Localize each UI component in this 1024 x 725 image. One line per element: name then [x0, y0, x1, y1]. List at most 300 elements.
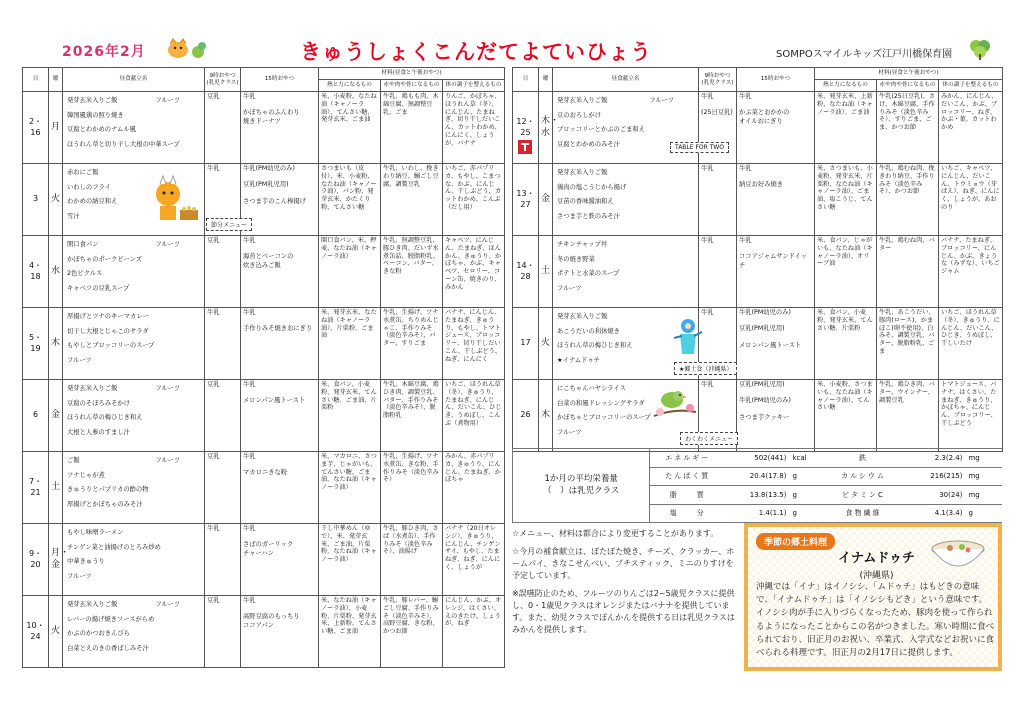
menu-row: [23, 596, 505, 668]
nutrient-label: 塩 分: [650, 504, 725, 523]
table-for-two-label: TABLE FOR TWO: [670, 142, 729, 153]
row-mat-body: 牛乳、鶏むね肉、挽きわり納豆、手作りみそ（淡色辛みそ）、かつお節: [877, 164, 939, 236]
col-mat2: 赤や肉や骨になるもの: [381, 80, 443, 92]
menu-row: [513, 92, 1003, 164]
snack15-text: 牛乳 納豆お好み焼き: [739, 165, 784, 189]
dish-name: [67, 573, 202, 581]
school-logo-icon: [968, 36, 992, 60]
row-menu: [63, 524, 205, 596]
row-snack9: [205, 596, 241, 668]
row-dow: 木: [539, 380, 553, 452]
dish-label: かぶのかつおきんぴら: [67, 630, 130, 638]
row-mat-energy: 米、食パン、小麦粉、発芽玄米、てんさい糖、片栗粉: [815, 308, 877, 380]
dish-label: フルーツ: [557, 428, 582, 436]
dish-name: [67, 313, 202, 321]
row-dow: 火: [539, 308, 553, 380]
dish-label: 中華きゅうり: [67, 558, 105, 566]
dish-fruit: フルーツ: [155, 601, 180, 608]
row-snack15: [737, 380, 815, 452]
month-title: 2026年2月: [62, 44, 146, 60]
dish-label: もやしとブロッコリーのスープ: [67, 342, 155, 350]
dish-name: [67, 385, 202, 393]
tiger-illustration-icon: [162, 36, 208, 62]
dish-label: 豆腐のそぼろみそかけ: [67, 399, 130, 407]
row-date: 4・18: [23, 236, 49, 308]
dish-label: ★イナムドゥチ: [557, 356, 600, 364]
dish-label: フルーツ: [67, 572, 92, 580]
row-snack9: [699, 164, 737, 236]
snack15-text: 牛乳 海苔とベーコンの 炊き込みご飯: [243, 237, 294, 269]
row-date: 12・25: [513, 92, 539, 164]
dish-name: [67, 270, 202, 278]
dish-label: あこうだいの利休焼き: [557, 327, 620, 335]
dish-fruit: フルーツ: [649, 97, 674, 104]
dish-label: 発芽玄米入りご飯: [67, 97, 118, 104]
snack9-text: 豆乳: [207, 93, 220, 100]
nutrient-label: エネルギー: [650, 449, 725, 468]
row-date: 10・24: [23, 596, 49, 668]
snack9-text: 牛乳: [701, 309, 714, 316]
dish-name: [67, 342, 202, 350]
col-mat3: 体の調子を整えるもの: [939, 80, 1003, 92]
dish-label: かぼちゃとブロッコリーのスープ: [557, 414, 651, 422]
menu-row: [23, 452, 505, 524]
dish-label: キャベツの豆乳スープ: [67, 284, 130, 292]
row-snack15: [241, 92, 319, 164]
row-date: 7・21: [23, 452, 49, 524]
row-menu: [63, 236, 205, 308]
snack15-text: 豆乳(PM乳児用) 牛乳(PM幼児のみ) さつま芋クッキー: [739, 381, 791, 421]
col-snack9: [205, 68, 241, 92]
row-snack15: [737, 164, 815, 236]
snack15-text: 牛乳(PM幼児のみ) 豆乳(PM乳児用) さつま芋のこん棒揚げ: [243, 165, 306, 205]
menu-row: [23, 380, 505, 452]
row-dow: 金: [539, 164, 553, 236]
dish-label: 豆のおろしがけ: [557, 111, 602, 119]
row-snack9: [205, 380, 241, 452]
dish-label: フルーツ: [67, 356, 92, 364]
dish-label: 鶏肉の塩こうじから揚げ: [557, 183, 627, 191]
col-date: 日: [513, 68, 539, 92]
dish-name: [67, 544, 202, 552]
snack15-text: 牛乳 さばのガーリック チャーハン: [243, 525, 294, 557]
dish-name: [67, 630, 202, 638]
dish-label: 白菜の和風ドレッシングサラダ: [557, 399, 645, 407]
dish-label: 発芽玄米入りご飯: [557, 313, 608, 320]
snack15-text: 牛乳 かぶ菜とおかかの オイルおにぎり: [739, 93, 790, 125]
col-snack9-label: 9時おやつ (乳児クラス): [206, 72, 239, 86]
dish-name: [67, 126, 202, 134]
row-mat-condition: りんご、かぼちゃ、ほうれん草（冬）、にんじん、たまねぎ、切り干しだいこん、カットわかめ、にんにく、しょうが、バナナ: [443, 92, 505, 164]
dish-name: [67, 457, 202, 465]
dish-label: 豆腐とわかめのみそ汁: [557, 140, 620, 148]
note-change: ☆メニュー、材料は都合により変更することがあります。: [512, 529, 719, 538]
menu-row: [513, 308, 1003, 380]
dish-name: [557, 270, 696, 278]
row-mat-body: 牛乳、無調整豆乳、豚ひき肉、だいず水煮缶詰、脱脂粉乳、ベーコン、バター、きな粉: [381, 236, 443, 308]
row-menu: [63, 92, 205, 164]
row-snack9: [205, 92, 241, 164]
row-menu: [553, 236, 699, 308]
row-snack15: [241, 380, 319, 452]
row-mat-energy: 米、さつまいも、小麦粉、発芽玄米、片栗粉、なたね油（キャノーラ油）、ごま油、塩こうじ、てんさい糖: [815, 164, 877, 236]
dish-name: [67, 486, 202, 494]
dish-label: ほうれん草と切り干し大根の中華スープ: [67, 140, 180, 148]
nutrient-value: 13.8(13.5): [725, 486, 789, 505]
dish-name: [557, 241, 696, 249]
nutrient-value: 1.4(1.1): [725, 504, 789, 523]
dish-name: [67, 97, 202, 105]
row-dow: 火: [49, 164, 63, 236]
row-date: 2・16: [23, 92, 49, 164]
row-snack15: [737, 236, 815, 308]
row-mat-energy: さつまいも（皮付）、米、小麦粉、なたね油（キャノーラ油）、パン粉、発芽玄米、かたくり粉、てんさい糖: [319, 164, 381, 236]
menu-row: [23, 92, 505, 164]
local-dish-box: [744, 523, 1002, 671]
col-mat1: 熱と力になるもの: [815, 80, 877, 92]
row-mat-body: 牛乳、木綿豆腐、鶏ひき肉、調製豆乳、バター、手作りみそ（淡色辛みそ）、脱脂粉乳: [381, 380, 443, 452]
dish-fruit: フルーツ: [155, 385, 180, 392]
dish-label: チキンチャップ丼: [557, 241, 608, 248]
dish-name: [67, 429, 202, 437]
row-snack9: [699, 236, 737, 308]
nutrient-label: ビタミンC: [826, 486, 901, 505]
dish-name: [67, 285, 202, 293]
menu-row: [23, 236, 505, 308]
nutrient-unit: g: [789, 467, 825, 486]
row-mat-body: 牛乳、豚ひき肉、さば（水煮缶）、手作りみそ（淡色辛みそ）、油揚げ: [381, 524, 443, 596]
dish-label: ツナじゃが煮: [67, 471, 105, 479]
row-dow: 月・金: [49, 524, 63, 596]
dish-label: 厚揚げとツナのキーマカレー: [67, 313, 149, 320]
row-date: 14・28: [513, 236, 539, 308]
dish-label: 豆苗の香味醤油和え: [557, 198, 614, 206]
dish-label: チンゲン菜と油揚げのとろみ炒め: [67, 543, 161, 551]
bird-plum-illustration-icon: [650, 378, 700, 424]
snack9-text: 豆乳: [207, 237, 220, 244]
dish-name: [67, 328, 202, 336]
menu-row: [513, 236, 1003, 308]
row-snack15: [241, 452, 319, 524]
row-mat-condition: みかん、赤パプリカ、きゅうり、にんじん、たまねぎ、かぼちゃ: [443, 452, 505, 524]
snack9-text: 牛乳 (25日豆乳): [701, 93, 733, 117]
snack9-text: 牛乳: [701, 381, 714, 388]
row-mat-body: 牛乳(25日豆乳)、さけ、木綿豆腐、手作りみそ（淡色辛みそ）、すりごま、ごま、かつお節: [877, 92, 939, 164]
snack9-text: 牛乳: [701, 165, 714, 172]
row-mat-body: 牛乳、生揚げ、ツナ水煮缶、きな粉、手作りみそ（淡色辛みそ）: [381, 452, 443, 524]
col-dow: 曜: [49, 68, 63, 92]
dish-name: [67, 112, 202, 120]
dish-name: [557, 429, 696, 437]
dish-label: わかめの納豆和え: [67, 198, 118, 206]
menu-table-right: [512, 67, 1003, 452]
snack9-text: 牛乳: [207, 525, 220, 532]
dish-label: 2色ピクルス: [67, 270, 103, 278]
snack9-text: 豆乳: [207, 381, 220, 388]
dish-label: ほうれん草の梅ひじき和え: [67, 414, 143, 422]
nutrient-unit: g: [789, 504, 825, 523]
nutrient-value: 20.4(17.8): [725, 467, 789, 486]
dish-name: [67, 414, 202, 422]
dish-label: さつま芋と麩のみそ汁: [557, 212, 620, 220]
row-menu: [63, 308, 205, 380]
row-snack15: [737, 308, 815, 380]
dish-name: [557, 112, 696, 120]
row-menu: [63, 596, 205, 668]
local-food-label: ★郷土食（沖縄県）: [674, 362, 737, 375]
dish-label: いわしのフライ: [67, 183, 111, 191]
snack15-text: 牛乳 かぼちゃのふんわり 焼きドーナツ: [243, 93, 300, 125]
row-date: 5・19: [23, 308, 49, 380]
dish-name: [67, 558, 202, 566]
local-dish-description: 沖縄では「イナ」はイノシシ、「ムドゥチ」はもどきの意味で、「イナムドゥチ」は「イノシシもどき」という意味です。イノシシ肉が手に入りづらくなったため、豚肉を使って作られるようになったことからこの名がつきました。寒い時期に食べられており、旧正月のお祝い、卒業式、入学式などお祝いに食べられる料理です。旧正月の2月17日に提供します。: [756, 582, 995, 658]
setsubun-menu-label: 節分メニュー: [206, 218, 252, 231]
nutrition-row: [513, 449, 1003, 468]
row-mat-condition: いちご、赤パプリカ、もやし、こまつな、かぶ、にんじん、干しぶどう、カットわかめ、こんぶ（だし用）: [443, 164, 505, 236]
row-dow: 土: [49, 452, 63, 524]
nutrient-value: 216(215): [901, 467, 965, 486]
nutrient-label: 脂 質: [650, 486, 725, 505]
dish-name: [557, 256, 696, 264]
col-date: 日: [23, 68, 49, 92]
snack9-text: 牛乳: [207, 165, 220, 172]
col-materials: 材料(昼食と午後おやつ): [815, 68, 1003, 80]
menu-row: [23, 524, 505, 596]
row-mat-condition: にんじん、かぶ、オレンジ、はくさい、えのきたけ、しょうが、ねぎ: [443, 596, 505, 668]
row-date: 3: [23, 164, 49, 236]
dish-name: [557, 198, 696, 206]
col-mat2: 赤や肉や骨になるもの: [877, 80, 939, 92]
dish-label: 開口食パン: [67, 241, 99, 248]
local-dish-tag: 季節の郷土料理: [756, 533, 835, 550]
nutrient-value: 4.1(3.4): [901, 504, 965, 523]
row-mat-condition: トマトジュース、バナナ、はくさい、たまねぎ、きゅうり、かぼちゃ、にんじん、ブロッコリー、干しぶどう: [939, 380, 1003, 452]
row-mat-energy: 干し中華めん（ゆで）、米、発芽玄米、ごま油、片栗粉、なたね油（キャノーラ油）: [319, 524, 381, 596]
dish-name: [557, 213, 696, 221]
snack9-text: 豆乳: [207, 453, 220, 460]
dish-fruit: フルーツ: [155, 457, 180, 464]
snack15-text: 牛乳 ココアジャムサンドイッチ: [739, 237, 808, 269]
row-mat-condition: いちご、キャベツ、にんじん、だいこん、トウミョウ（芽ばえ）、ねぎ、にんにく、しょうが、あおのり: [939, 164, 1003, 236]
dish-label: ポテトと水菜のスープ: [557, 270, 620, 278]
dish-label: 厚揚げとかぼちゃのみそ汁: [67, 500, 143, 508]
dish-name: [67, 400, 202, 408]
dish-label: 発芽玄米入りご飯: [557, 97, 608, 104]
nutrient-value: 502(441): [725, 449, 789, 468]
dish-label: 冬の焼き野菜: [557, 255, 595, 263]
dish-label: 白菜とえのきの香ばしみそ汁: [67, 644, 149, 652]
row-mat-body: 牛乳、いわし、挽きわり納豆、鰯ごし豆腐、調製豆乳: [381, 164, 443, 236]
row-mat-energy: 米、小麦粉、さつまいも、なたね油（キャノーラ油）、てんさい糖: [815, 380, 877, 452]
snack9-text: 牛乳: [207, 309, 220, 316]
dish-label: ご飯: [67, 457, 80, 464]
col-snack9-label: 9時おやつ (乳児クラス): [701, 72, 734, 86]
nutrient-value: 30(24): [901, 486, 965, 505]
row-dow: 木・水: [539, 92, 553, 164]
oni-illustration-icon: [150, 172, 202, 226]
row-mat-energy: 米、食パン、じゃがいも、なたね油（キャノーラ油）、オリーブ油: [815, 236, 877, 308]
row-mat-body: 牛乳、鶏むね肉、バター: [877, 236, 939, 308]
nutrition-title: [513, 449, 650, 523]
row-date: 6: [23, 380, 49, 452]
nutrient-value: 2.3(2.4): [901, 449, 965, 468]
col-mat3: 体の調子を整えるもの: [443, 80, 505, 92]
row-dow: 金: [49, 380, 63, 452]
snack15-text: 牛乳 高野豆腐のもっちり ココアパン: [243, 597, 300, 629]
row-mat-energy: 米、発芽玄米、上新粉、なたね油（キャノーラ油）、ごま油: [815, 92, 877, 164]
row-date: 26: [513, 380, 539, 452]
row-mat-body: 牛乳、豚レバー、鰯ごし豆腐、手作りみそ（淡色辛みそ）、高野豆腐、きな粉、かつお節: [381, 596, 443, 668]
dish-name: [557, 97, 696, 105]
row-snack15: [241, 308, 319, 380]
dish-label: ほうれん草の梅ひじき和え: [557, 342, 633, 350]
row-mat-condition: いちご、ほうれん草（冬）、きゅうり、にんじん、だいこん、ひじき、うめぼし、干しいたけ: [939, 308, 1003, 380]
dish-label: 豆腐とわかめのナムル風: [67, 126, 136, 134]
row-snack9: [205, 308, 241, 380]
page-title: きゅうしょくこんだてよていひょう: [300, 40, 652, 64]
dish-name: [67, 472, 202, 480]
row-mat-energy: 米、発芽玄米、なたね油（キャノーラ油）、片栗粉、ごま油: [319, 308, 381, 380]
row-snack15: [241, 596, 319, 668]
eisa-dancer-illustration-icon: [668, 316, 708, 360]
dish-name: [557, 126, 696, 134]
row-snack15: [737, 92, 815, 164]
dish-name: [67, 501, 202, 509]
row-mat-body: 牛乳、あこうだい、豚肉(ロース)、かまぼこ(卵不使用)、白みそ、調製豆乳、バター、脱脂粉乳、ごま: [877, 308, 939, 380]
school-name: SOMPOスマイルキッズ江戸川橋保育園: [776, 49, 953, 60]
nutrient-unit: g: [965, 504, 1002, 523]
dish-label: 大根と人参のすまし汁: [67, 428, 130, 436]
dish-name: [67, 645, 202, 653]
dish-label: 韓国風鶏の照り焼き: [67, 111, 124, 119]
soup-bowl-icon: [928, 533, 988, 577]
row-snack9: [205, 524, 241, 596]
menu-row: [23, 308, 505, 380]
dish-label: もやし味噌ラーメン: [67, 529, 124, 536]
col-snack15: 15時おやつ: [737, 68, 815, 92]
row-mat-condition: バナナ（20日オレンジ）、きゅうり、にんじん、チンゲンサイ、もやし、たまねぎ、ねぎ、にんにく、しょうが: [443, 524, 505, 596]
dish-label: 発芽玄米入りご飯: [67, 385, 118, 392]
row-mat-body: 牛乳、鶏ひき肉、バター、ウインナー、調製豆乳: [877, 380, 939, 452]
dish-label: 発芽玄米入りご飯: [67, 601, 118, 608]
row-date: 13・27: [513, 164, 539, 236]
nutrient-label: 鉄: [826, 449, 901, 468]
row-mat-condition: みかん、にんじん、だいこん、かぶ、ブロッコリー、ねぎ、かぶ・葉、カットわかめ: [939, 92, 1003, 164]
dish-label: きゅうりとパプリカの酢の物: [67, 486, 149, 494]
nutrient-unit: kcal: [789, 449, 825, 468]
dish-name: [67, 616, 202, 624]
dish-name: [67, 141, 202, 149]
row-mat-condition: いちご、ほうれん草（冬）、きゅうり、たまねぎ、にんじん、だいこん、ひじき、うめぼし、こんぶ（煮物用）: [443, 380, 505, 452]
dish-label: 切干し大根とじゃこのサラダ: [67, 327, 149, 335]
row-mat-condition: バナナ、にんじん、たまねぎ、きゅうり、もやし、トマトジュース、ブロッコリー、切り干しだいこん、干しぶどう、ねぎ、にんにく: [443, 308, 505, 380]
local-dish-prefecture: (沖縄県): [859, 571, 894, 581]
row-snack9: [205, 452, 241, 524]
dish-label: かぼちゃのポークビーンズ: [67, 255, 142, 263]
nutrition-table: [512, 448, 1002, 523]
dish-label: レバーの揚げ焼きソースがらめ: [67, 615, 155, 623]
row-mat-energy: 米、マカロニ、さつま芋、じゃがいも、てんさい糖、ごま油、なたね油（キャノーラ油）: [319, 452, 381, 524]
menu-row: [513, 380, 1003, 452]
row-snack15: [241, 524, 319, 596]
menu-table-left: [22, 67, 505, 668]
row-date: 9・20: [23, 524, 49, 596]
dish-name: [557, 184, 696, 192]
row-dow: 土: [539, 236, 553, 308]
row-snack15: [241, 164, 319, 236]
note-snacks: ☆今月の補食献立は、ぽたぽた焼き、チーズ、クラッカー、ホームパイ、きなこせんべい、プチスティック、ミニのりすけを予定しています。: [512, 547, 735, 580]
dish-name: [557, 285, 696, 293]
row-mat-body: 牛乳、鶏もも肉、木綿豆腐、無調整豆乳、ごま: [381, 92, 443, 164]
row-menu: [553, 164, 699, 236]
row-menu: [63, 452, 205, 524]
row-mat-energy: 米、なたね油（キャノーラ油）、小麦粉、片栗粉、発芽玄米、上新粉、てんさい糖、ごま油: [319, 596, 381, 668]
dish-label: 発芽玄米入りご飯: [557, 169, 608, 176]
col-menu: 昼食献立名: [553, 68, 699, 92]
row-mat-energy: 米、小麦粉、なたね油（キャノーラ油）、てんさい糖、発芽玄米、ごま油: [319, 92, 381, 164]
col-mat1: 熱と力になるもの: [319, 80, 381, 92]
nutrient-unit: mg: [965, 486, 1002, 505]
col-dow: 曜: [539, 68, 553, 92]
dish-label: 雪汁: [67, 212, 80, 220]
dish-name: [67, 529, 202, 537]
nutrient-label: たんぱく質: [650, 467, 725, 486]
col-materials: 材料(昼食と午後おやつ): [319, 68, 505, 80]
row-snack15: [241, 236, 319, 308]
nutrition-title-text: 1か月の平均栄養量 （ ）は乳児クラス: [543, 473, 620, 496]
nutrient-unit: g: [789, 486, 825, 505]
row-menu: [63, 380, 205, 452]
nutrient-label: カルシウム: [826, 467, 901, 486]
col-snack15: 15時おやつ: [241, 68, 319, 92]
dish-label: ブロッコリーとかぶのごま和え: [557, 126, 646, 134]
dish-name: [67, 601, 202, 609]
dish-name: [67, 241, 202, 249]
snack15-text: 牛乳 メロンパン風トースト: [243, 381, 306, 405]
col-snack9: [699, 68, 737, 92]
snack9-text: 豆乳: [207, 597, 220, 604]
snack15-text: 牛乳 マカロニきな粉: [243, 453, 288, 477]
snack15-text: 牛乳(PM幼児のみ) 豆乳(PM乳児用) メロンパン風トースト: [739, 309, 802, 349]
menu-row: [23, 164, 505, 236]
row-mat-body: 牛乳、生揚げ、ツナ水煮缶、ちりめんじゃこ、手作りみそ（淡色辛みそ）、バター、すりごま: [381, 308, 443, 380]
row-snack9: [205, 236, 241, 308]
dish-fruit: フルーツ: [155, 241, 180, 248]
dish-label: 赤おにご飯: [67, 169, 99, 176]
row-dow: 月: [49, 92, 63, 164]
snack9-text: 牛乳: [701, 237, 714, 244]
row-mat-condition: バナナ、たまねぎ、ブロッコリー、にんじん、かぶ、きょうな（みずな）、いちごジャム: [939, 236, 1003, 308]
col-menu: 昼食献立名: [63, 68, 205, 92]
row-date: 17: [513, 308, 539, 380]
nutrient-label: 食物繊維: [826, 504, 901, 523]
nutrient-unit: mg: [965, 449, 1002, 468]
nutrient-unit: mg: [965, 467, 1002, 486]
local-dish-title: [838, 547, 915, 581]
dish-label: フルーツ: [557, 284, 582, 292]
snack15-text: 牛乳 手作りみそ焼きおにぎり: [243, 309, 313, 333]
row-dow: 火: [49, 596, 63, 668]
notes-section: [512, 528, 736, 642]
dish-name: [67, 357, 202, 365]
row-dow: 水: [49, 236, 63, 308]
row-dow: 木: [49, 308, 63, 380]
row-mat-energy: 米、食パン、小麦粉、発芽玄米、てんさい糖、ごま油、片栗粉: [319, 380, 381, 452]
row-mat-condition: キャベツ、にんじん、たまねぎ、ほんかん、きゅうり、かぼちゃ、かぶ、キャベツ、セロリー、コーン缶、焼きのり、みかん: [443, 236, 505, 308]
note-choking: ※誤嚥防止のため、フルーツのりんごは2~5歳児クラスに提供し、0・1歳児クラスはオレンジまたはバナナを提供しています。また、幼児クラスでぽんかんを提供する日は乳児クラスはみかんを提供します。: [512, 589, 735, 634]
dish-label: にこちゃんハヤシライス: [557, 385, 626, 392]
local-dish-name: イナムドゥチ: [838, 551, 916, 566]
